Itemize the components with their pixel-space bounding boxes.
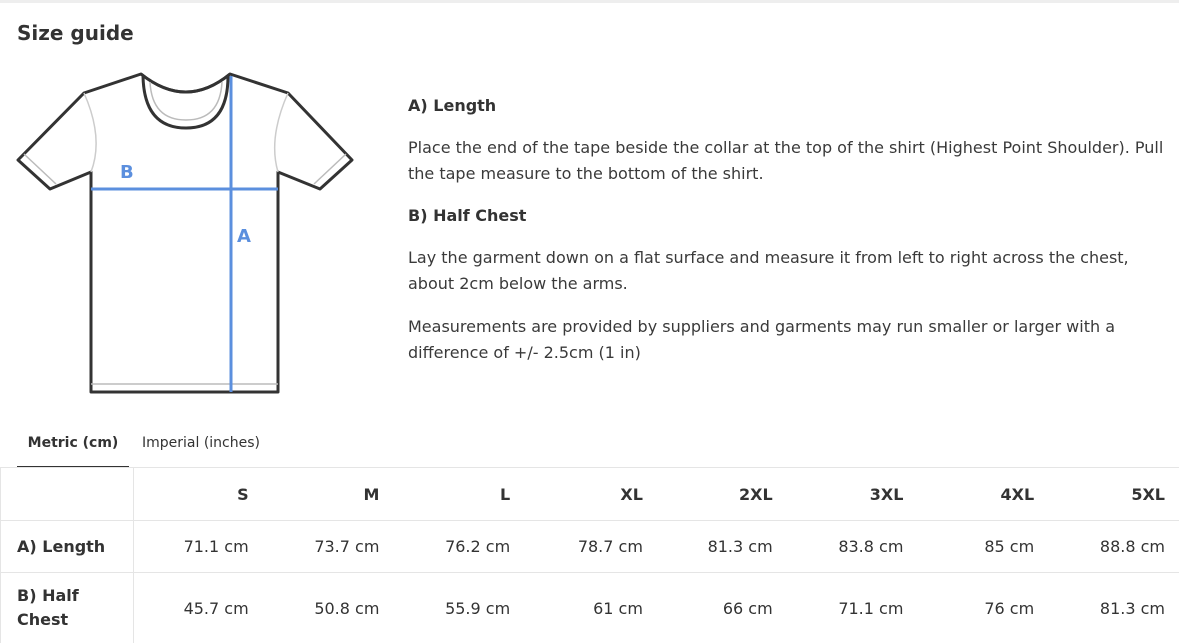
table-corner	[1, 468, 134, 521]
size-header-5xl: 5XL	[1034, 468, 1179, 521]
cell-value: 76 cm	[903, 573, 1034, 643]
table-row	[1, 573, 1179, 643]
size-header-row	[1, 468, 1179, 521]
measurement-description	[408, 94, 1168, 383]
cell-value: 83.8 cm	[773, 521, 904, 573]
cell-value: 81.3 cm	[1034, 573, 1179, 643]
cell-value: 61 cm	[510, 573, 643, 643]
length-heading: A) Length	[408, 94, 1168, 118]
top-divider	[0, 0, 1179, 3]
length-text: Place the end of the tape beside the collar at the top of the shirt (Highest Point Shoulder). Pull the tape measure to the bottom of the shirt.	[408, 135, 1168, 187]
cell-value: 85 cm	[903, 521, 1034, 573]
chest-heading: B) Half Chest	[408, 204, 1168, 228]
size-header-4xl: 4XL	[903, 468, 1034, 521]
cell-value: 66 cm	[643, 573, 773, 643]
cell-value: 81.3 cm	[643, 521, 773, 573]
row-label-length: A) Length	[1, 521, 134, 573]
cell-value: 55.9 cm	[379, 573, 510, 643]
tab-metric[interactable]: Metric (cm)	[17, 420, 129, 468]
measurement-note: Measurements are provided by suppliers and garments may run smaller or larger with a difference of +/- 2.5cm (1 in)	[408, 314, 1168, 366]
size-header-2xl: 2XL	[643, 468, 773, 521]
table-row	[1, 521, 1179, 573]
row-label-chest: B) Half Chest	[1, 573, 134, 643]
tshirt-icon	[14, 68, 359, 398]
page-title: Size guide	[17, 21, 134, 45]
cell-value: 78.7 cm	[510, 521, 643, 573]
size-header-s: S	[133, 468, 248, 521]
size-table	[0, 467, 1179, 643]
cell-value: 71.1 cm	[773, 573, 904, 643]
cell-value: 45.7 cm	[133, 573, 248, 643]
size-header-3xl: 3XL	[773, 468, 904, 521]
unit-tabs	[17, 420, 1179, 468]
cell-value: 88.8 cm	[1034, 521, 1179, 573]
cell-value: 50.8 cm	[249, 573, 380, 643]
size-header-m: M	[249, 468, 380, 521]
size-header-xl: XL	[510, 468, 643, 521]
chest-text: Lay the garment down on a flat surface and measure it from left to right across the chest, about 2cm below the arms.	[408, 245, 1168, 297]
cell-value: 73.7 cm	[249, 521, 380, 573]
tab-imperial[interactable]: Imperial (inches)	[142, 420, 260, 466]
label-b: B	[120, 162, 134, 183]
cell-value: 71.1 cm	[133, 521, 248, 573]
tshirt-diagram	[14, 68, 359, 398]
label-a: A	[237, 226, 251, 247]
size-header-l: L	[379, 468, 510, 521]
cell-value: 76.2 cm	[379, 521, 510, 573]
